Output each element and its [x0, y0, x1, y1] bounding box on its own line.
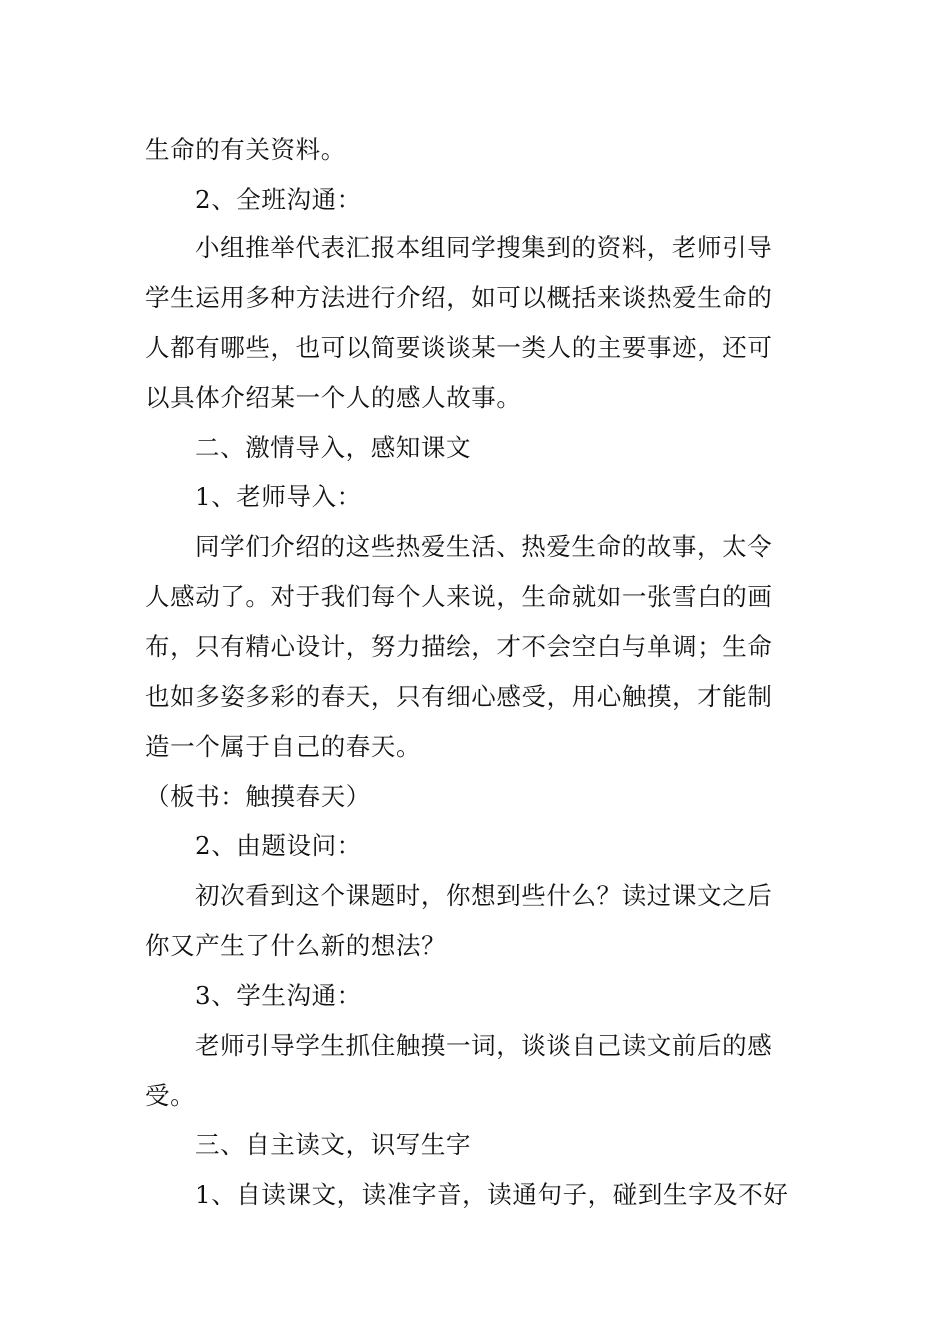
section-heading-line: 二、激情导入，感知课文	[195, 433, 472, 462]
text-line: 小组推举代表汇报本组同学搜集到的资料，老师引导	[195, 233, 773, 262]
text-line: 老师引导学生抓住触摸一词，谈谈自己读文前后的感	[195, 1031, 773, 1060]
section-heading-line: 三、自主读文，识写生字	[195, 1130, 472, 1159]
board-note-line: （板书：触摸春天）	[145, 782, 371, 811]
text-line: 人感动了。对于我们每个人来说，生命就如一张雪白的画	[145, 582, 773, 611]
text-line: 同学们介绍的这些热爱生活、热爱生命的故事，太令	[195, 532, 773, 561]
subheading-line: 2、全班沟通：	[195, 185, 362, 214]
text-line: 人都有哪些，也可以简要谈谈某一类人的主要事迹，还可	[145, 333, 773, 362]
text-line: 你又产生了什么新的想法？	[145, 931, 447, 960]
text-line: 学生运用多种方法进行介绍，如可以概括来谈热爱生命的	[145, 283, 773, 312]
text-line: 布，只有精心设计，努力描绘，才不会空白与单调；生命	[145, 632, 773, 661]
text-line: 1、自读课文，读准字音，读通句子，碰到生字及不好	[195, 1180, 789, 1209]
subheading-line: 1、老师导入：	[195, 482, 362, 511]
text-line: 以具体介绍某一个人的感人故事。	[145, 383, 522, 412]
text-line: 造一个属于自己的春天。	[145, 732, 422, 761]
text-line: 也如多姿多彩的春天，只有细心感受，用心触摸，才能制	[145, 682, 773, 711]
text-line: 生命的有关资料。	[145, 135, 346, 164]
subheading-line: 2、由题设问：	[195, 831, 362, 860]
text-line: 初次看到这个课题时，你想到些什么？读过课文之后	[195, 881, 773, 910]
text-line: 受。	[145, 1081, 196, 1110]
subheading-line: 3、学生沟通：	[195, 981, 362, 1010]
